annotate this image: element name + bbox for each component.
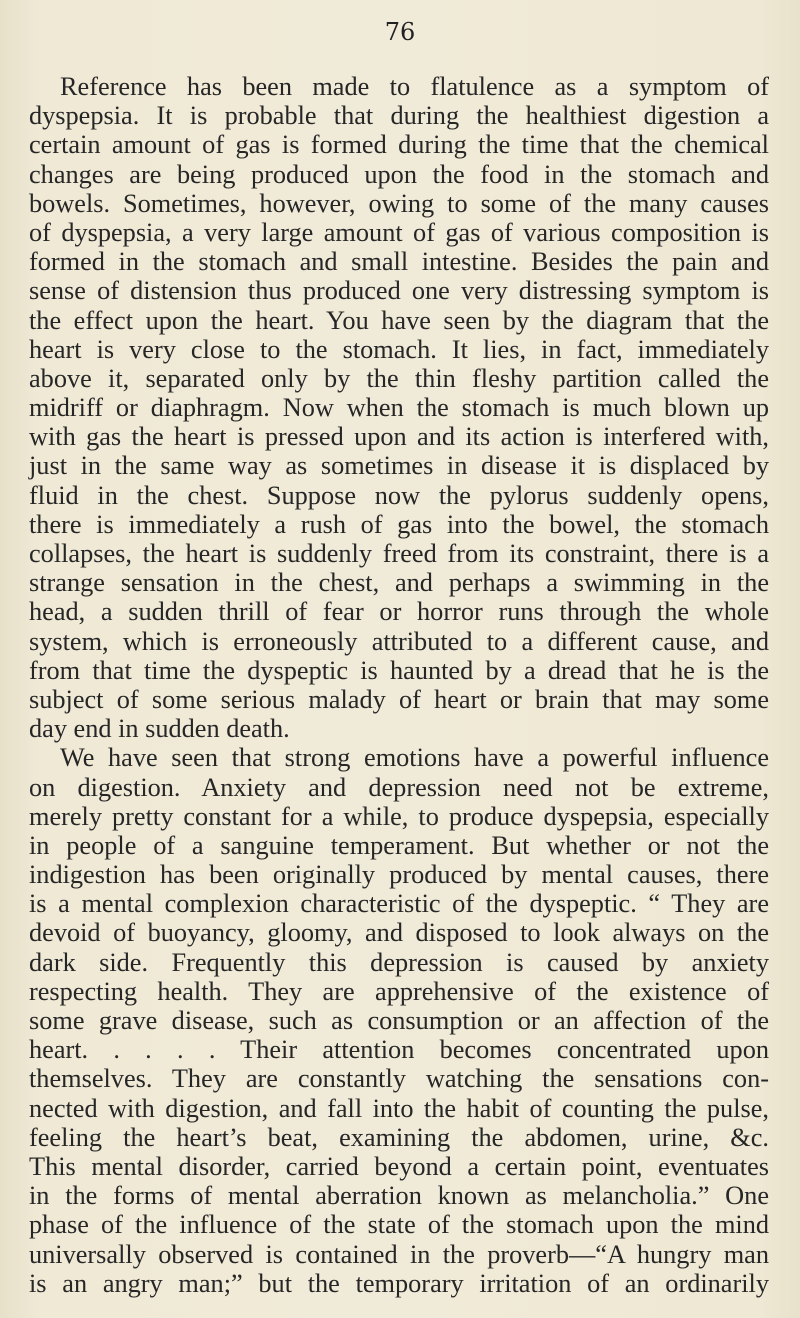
text-line: midriff or diaphragm. Now when the stomach is much blown up <box>29 393 769 423</box>
text-line: devoid of buoyancy, gloomy, and disposed to look always on the <box>29 918 769 948</box>
text-line: in the forms of mental aberration known as melancholia.” One <box>29 1181 769 1211</box>
text-line: strange sensation in the chest, and perhaps a swimming in the <box>29 568 769 598</box>
text-line: certain amount of gas is formed during the time that the chemical <box>29 130 769 160</box>
text-line: sense of distension thus produced one very distressing symptom is <box>29 276 769 306</box>
text-line: changes are being produced upon the food in the stomach and <box>29 159 769 189</box>
text-line: universally observed is contained in the proverb—“A hungry man <box>29 1239 769 1269</box>
text-line: subject of some serious malady of heart or brain that may some <box>29 684 769 714</box>
text-line: is an angry man;” but the temporary irritation of an ordinarily <box>29 1268 769 1298</box>
text-line: phase of the influence of the state of the stomach upon the mind <box>29 1210 769 1240</box>
text-line: nected with digestion, and fall into the habit of counting the pulse, <box>29 1093 769 1123</box>
text-line: the effect upon the heart. You have seen by the diagram that the <box>29 305 769 335</box>
body-text <box>29 72 769 1298</box>
text-line: merely pretty constant for a while, to produce dyspepsia, especially <box>29 801 769 831</box>
text-line: from that time the dyspeptic is haunted by a dread that he is the <box>29 655 769 685</box>
text-line: dyspepsia. It is probable that during the healthiest digestion a <box>29 101 769 131</box>
text-line: dark side. Frequently this depression is caused by anxiety <box>29 947 769 977</box>
text-line: day end in sudden death. <box>29 714 290 744</box>
text-line: is a mental complexion characteristic of the dyspeptic. “ They are <box>29 889 769 919</box>
text-line: of dyspepsia, a very large amount of gas of various composition is <box>29 217 769 247</box>
text-line: Reference has been made to flatulence as a symptom of <box>60 72 769 101</box>
text-line: there is immediately a rush of gas into the bowel, the stomach <box>29 509 769 539</box>
text-line: themselves. They are constantly watching the sensations con- <box>29 1064 769 1094</box>
text-line: just in the same way as sometimes in disease it is displaced by <box>29 451 769 481</box>
text-line: We have seen that strong emotions have a powerful influence <box>60 743 769 773</box>
text-line: respecting health. They are apprehensive of the existence of <box>29 976 769 1006</box>
text-line: indigestion has been originally produced by mental causes, there <box>29 860 769 890</box>
text-line: feeling the heart’s beat, examining the abdomen, urine, &c. <box>29 1122 769 1152</box>
text-line: formed in the stomach and small intestine. Besides the pain and <box>29 247 769 277</box>
text-line: on digestion. Anxiety and depression need not be extreme, <box>29 772 769 802</box>
text-line: some grave disease, such as consumption or an affection of the <box>29 1006 769 1035</box>
text-line: head, a sudden thrill of fear or horror runs through the whole <box>29 597 769 627</box>
text-line: heart. . . . . Their attention becomes concentrated upon <box>29 1035 769 1065</box>
text-line: bowels. Sometimes, however, owing to some of the many causes <box>29 188 769 218</box>
text-line: collapses, the heart is suddenly freed from its constraint, there is a <box>29 539 769 568</box>
text-line: heart is very close to the stomach. It lies, in fact, immediately <box>29 334 769 364</box>
text-line: system, which is erroneously attributed to a different cause, and <box>29 626 769 656</box>
text-line: in people of a sanguine temperament. But whether or not the <box>29 830 769 860</box>
page-number: 76 <box>384 18 416 46</box>
text-line: with gas the heart is pressed upon and its action is interfered with, <box>29 422 769 452</box>
text-line: above it, separated only by the thin fleshy partition called the <box>29 363 769 393</box>
text-line: This mental disorder, carried beyond a certain point, eventuates <box>29 1151 769 1181</box>
text-line: fluid in the chest. Suppose now the pylorus suddenly opens, <box>29 480 769 510</box>
